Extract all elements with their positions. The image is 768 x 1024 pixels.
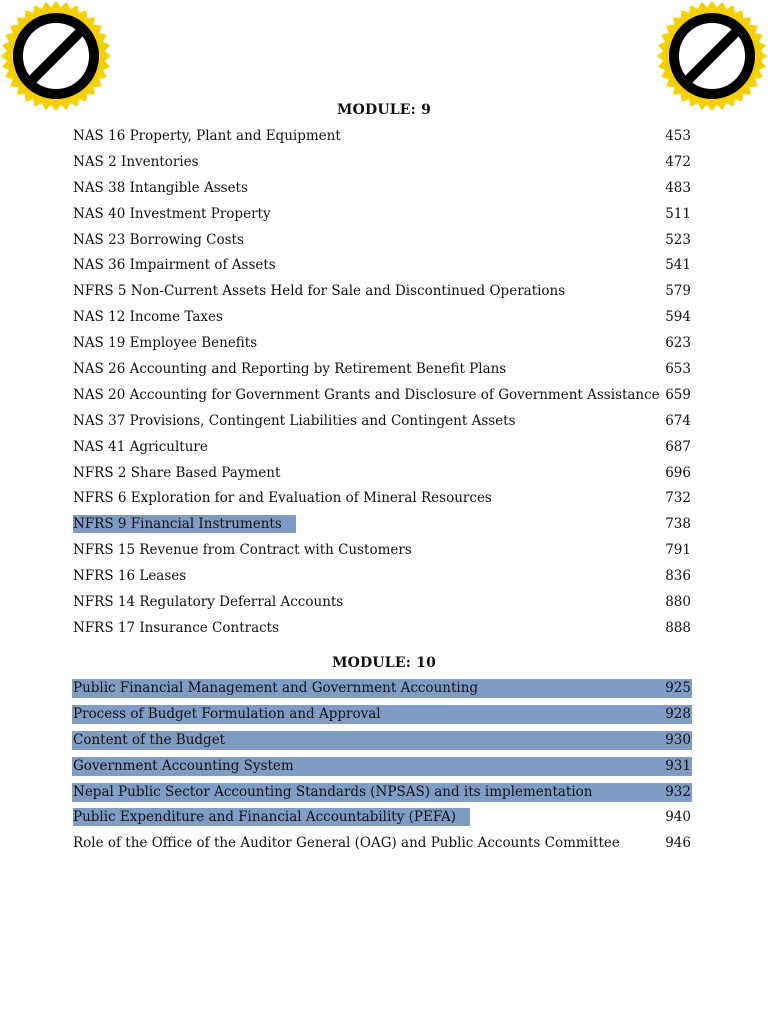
prohibited-sign-icon <box>0 0 112 112</box>
toc-entry[interactable] <box>72 228 692 254</box>
toc-entry-title: NAS 36 Impairment of Assets <box>73 257 276 274</box>
toc-entry-title: Public Financial Management and Government Accounting <box>73 680 479 696</box>
toc-entry-page-number: 511 <box>665 205 691 222</box>
toc-entry-title: Process of Budget Formulation and Approval <box>73 705 381 722</box>
toc-entry[interactable] <box>72 279 692 305</box>
toc-entry-page-number: 623 <box>665 335 691 352</box>
toc-entry-title: NFRS 5 Non-Current Assets Held for Sale and Discontinued Operations <box>73 283 566 300</box>
module-9-heading: MODULE: 9 <box>336 102 432 118</box>
toc-entry-page-number: 653 <box>665 361 691 378</box>
toc-entry[interactable] <box>72 676 692 702</box>
toc-entry[interactable] <box>72 409 692 435</box>
toc-entry-page-number: 738 <box>665 516 691 533</box>
toc-entry-title: NFRS 14 Regulatory Deferral Accounts <box>73 594 344 611</box>
toc-entry-title: NAS 26 Accounting and Reporting by Retirement Benefit Plans <box>73 361 507 378</box>
toc-entry-title: NFRS 17 Insurance Contracts <box>73 619 280 636</box>
toc-entry[interactable] <box>72 124 692 150</box>
toc-entry[interactable] <box>72 176 692 202</box>
prohibited-sign-icon <box>656 0 768 112</box>
toc-entry[interactable] <box>72 564 692 590</box>
toc-entry[interactable] <box>72 512 692 538</box>
toc-entry-page-number: 932 <box>665 783 691 800</box>
toc-entry-page-number: 732 <box>665 490 691 507</box>
toc-entry-page-number: 930 <box>665 731 691 748</box>
toc-entry-title: NFRS 6 Exploration for and Evaluation of Mineral Resources <box>73 490 492 507</box>
toc-entry[interactable] <box>72 435 692 461</box>
toc-entry-page-number: 946 <box>665 835 691 852</box>
toc-entry-page-number: 483 <box>665 179 691 196</box>
toc-entry-page-number: 940 <box>665 809 691 826</box>
toc-entry-page-number: 836 <box>665 568 691 585</box>
toc-entry-page-number: 791 <box>665 542 691 559</box>
toc-entry[interactable] <box>72 383 692 409</box>
toc-entry[interactable] <box>72 486 692 512</box>
toc-entry-title: NAS 41 Agriculture <box>73 438 208 455</box>
toc-entry-title: NAS 40 Investment Property <box>73 205 271 222</box>
toc-entry-title: NFRS 16 Leases <box>73 568 187 585</box>
toc-entry-title: NAS 37 Provisions, Contingent Liabilities and Contingent Assets <box>73 412 516 429</box>
toc-entry[interactable] <box>72 305 692 331</box>
toc-entry-title: NAS 20 Accounting for Government Grants and Disclosure of Government Assistance <box>73 386 660 403</box>
toc-entry-title: Content of the Budget <box>73 731 226 748</box>
toc-entry[interactable] <box>72 150 692 176</box>
toc-entry-page-number: 594 <box>665 309 691 326</box>
module-10-toc <box>72 676 692 857</box>
toc-entry[interactable] <box>72 780 692 806</box>
toc-entry[interactable] <box>72 253 692 279</box>
toc-entry-page-number: 696 <box>665 464 691 481</box>
toc-entry[interactable] <box>72 754 692 780</box>
toc-entry-title: NAS 38 Intangible Assets <box>73 179 248 196</box>
toc-entry-page-number: 931 <box>665 757 691 774</box>
toc-entry-page-number: 925 <box>665 680 691 696</box>
toc-entry-title: Role of the Office of the Auditor General (OAG) and Public Accounts Committee <box>73 835 620 852</box>
toc-entry[interactable] <box>72 728 692 754</box>
toc-entry-title: NAS 23 Borrowing Costs <box>73 231 244 248</box>
toc-entry-title: NFRS 2 Share Based Payment <box>73 464 281 481</box>
toc-entry[interactable] <box>72 331 692 357</box>
toc-entry-title: Government Accounting System <box>73 757 294 774</box>
toc-entry-page-number: 659 <box>665 386 691 403</box>
toc-entry-page-number: 674 <box>665 412 691 429</box>
toc-entry[interactable] <box>72 831 692 857</box>
toc-entry-title: Public Expenditure and Financial Accountability (PEFA) <box>73 808 470 826</box>
toc-entry[interactable] <box>72 805 692 831</box>
toc-entry-title: NFRS 9 Financial Instruments <box>73 515 296 533</box>
toc-entry-page-number: 453 <box>665 128 691 144</box>
module-9-toc <box>72 124 692 642</box>
toc-entry[interactable] <box>72 202 692 228</box>
toc-entry-page-number: 888 <box>665 619 691 636</box>
toc-entry[interactable] <box>72 357 692 383</box>
toc-entry[interactable] <box>72 538 692 564</box>
toc-entry[interactable] <box>72 590 692 616</box>
toc-entry[interactable] <box>72 461 692 487</box>
toc-entry-title: NAS 12 Income Taxes <box>73 309 223 326</box>
module-10-heading: MODULE: 10 <box>331 655 437 671</box>
toc-entry-page-number: 687 <box>665 438 691 455</box>
toc-entry-page-number: 523 <box>665 231 691 248</box>
toc-entry-title: NAS 2 Inventories <box>73 153 199 170</box>
toc-entry-page-number: 928 <box>665 705 691 722</box>
toc-entry-page-number: 541 <box>665 257 691 274</box>
toc-entry-title: NFRS 15 Revenue from Contract with Customers <box>73 542 412 559</box>
toc-entry-title: Nepal Public Sector Accounting Standards (NPSAS) and its implementation <box>73 783 593 800</box>
toc-entry-title: NAS 19 Employee Benefits <box>73 335 258 352</box>
toc-entry-title: NAS 16 Property, Plant and Equipment <box>73 128 341 144</box>
toc-entry-page-number: 579 <box>665 283 691 300</box>
toc-entry[interactable] <box>72 616 692 642</box>
toc-entry[interactable] <box>72 702 692 728</box>
toc-entry-page-number: 472 <box>665 153 691 170</box>
toc-entry-page-number: 880 <box>665 594 691 611</box>
